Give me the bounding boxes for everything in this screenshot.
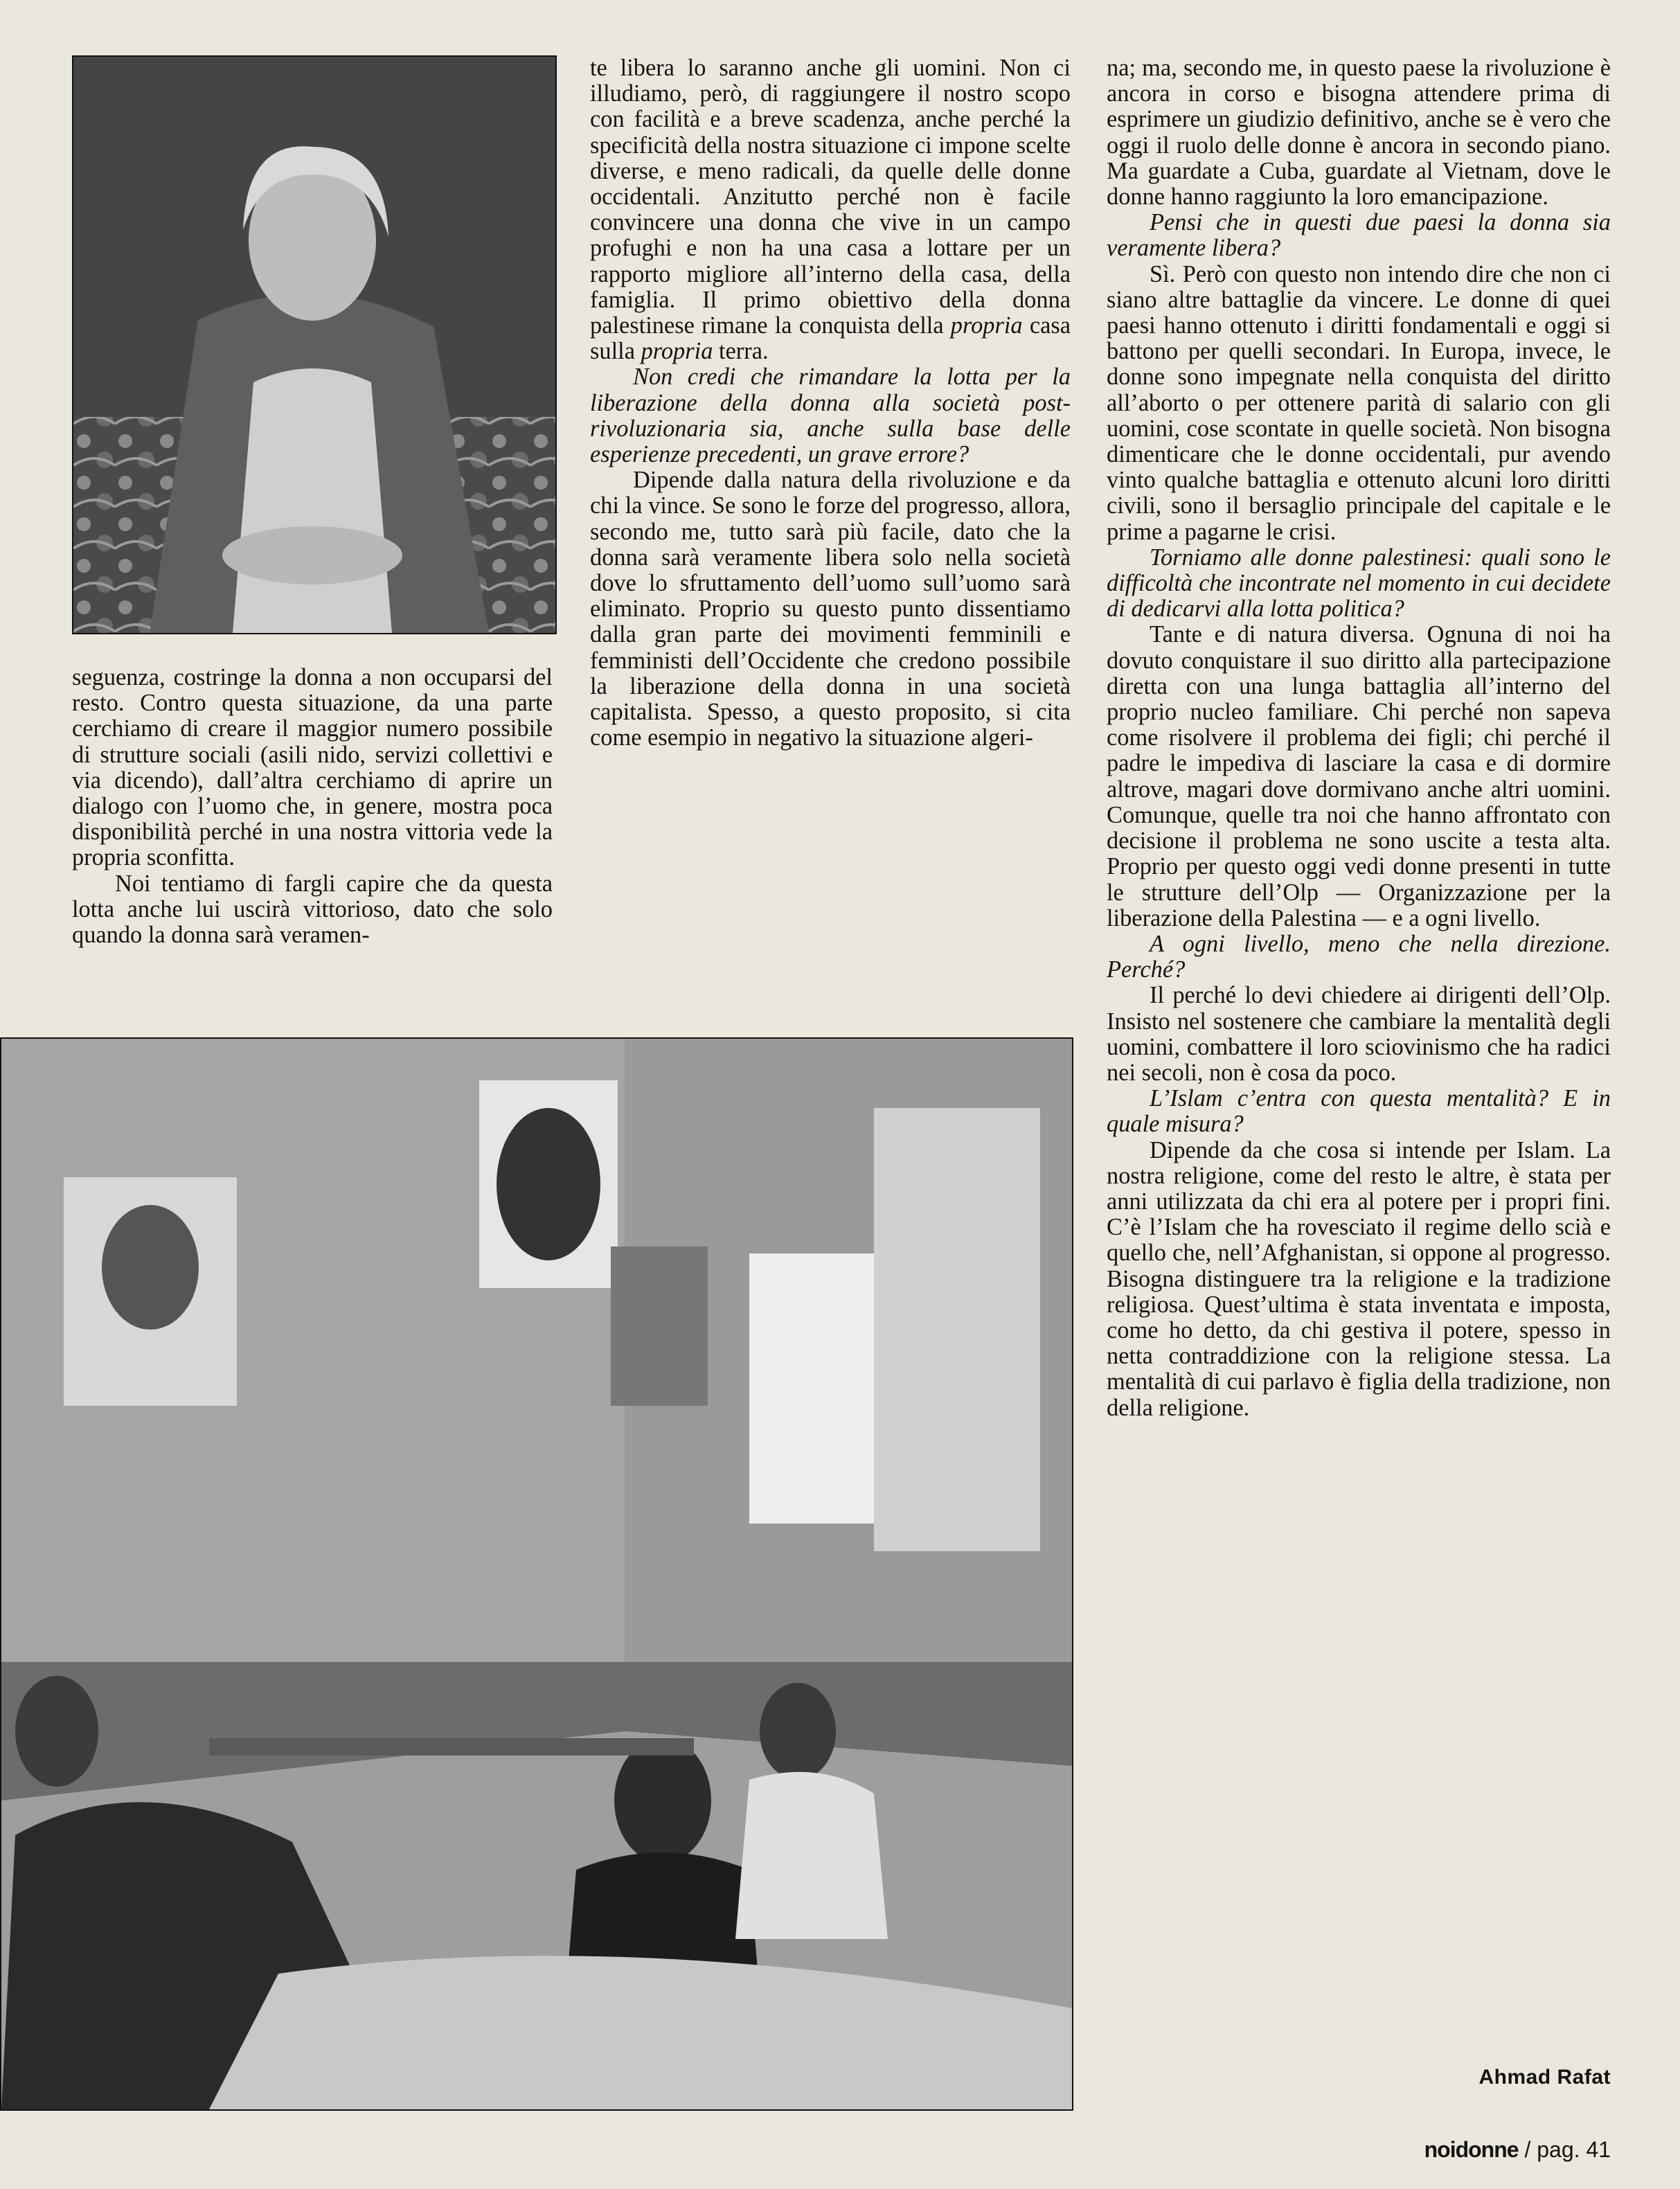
col3-question-3: A ogni livello, meno che nella direzione. Perché? bbox=[1107, 930, 1611, 983]
col2-p1-text-c: terra. bbox=[713, 338, 769, 365]
col3-paragraph-3: Tante e di natura diversa. Ognuna di noi ha dovuto conquistare il suo diritto alla partecipazione diretta con una lunga battaglia all’interno del proprio nucleo familiare. Chi perché non sapeva come risolvere il problema dei figli; chi perché il padre le impediva di lasciare la casa e di dormire altrove, magari dove dormivano anche altri uomini. Comunque, quelle tra noi che hanno affrontato con decisione il problema ne sono uscite a testa alta. Proprio per questo oggi vedi donne presenti in tutte le strutture dell’Olp — Organizzazione per la liberazione della Palestina — e a ogni livello. bbox=[1107, 621, 1611, 931]
col3-paragraph-4: Il perché lo devi chiedere ai dirigenti dell’Olp. Insisto nel sostenere che cambiare la mentalità degli uomini, combattere il loro sciovinismo che ha radici nei secoli, non è cosa da poco. bbox=[1107, 982, 1611, 1086]
col3-paragraph-5: Dipende da che cosa si intende per Islam. La nostra religione, come del resto le altre, è stata per anni utilizzata da chi era al potere per i propri fini. C’è l’Islam che ha rovesciato il regime dello scià e quello che, nell’Afghanistan, si oppone al progresso. Bisogna distinguere tra la religione e la tradizione religiosa. Quest’ultima è stata inventata e imposta, come ho detto, da chi gestiva il potere, spesso in netta contraddizione con la religione stessa. La mentalità di cui parlavo è figlia della tradizione, non della religione. bbox=[1107, 1136, 1611, 1421]
column-1 bbox=[72, 665, 553, 948]
portrait-photo-art bbox=[73, 57, 555, 633]
col2-paragraph-1 bbox=[590, 55, 1071, 364]
room-photo bbox=[0, 1037, 1073, 2111]
room-photo-art bbox=[1, 1039, 1072, 2109]
col1-paragraph-2: Noi tentiamo di fargli capire che da questa lotta anche lui uscirà vittorioso, dato che solo quando la donna sarà veramen- bbox=[72, 870, 553, 949]
col3-paragraph-2: Sì. Però con questo non intendo dire che non ci siano altre battaglie da vincere. Le donne di quei paesi hanno ottenuto i diritti fondamentali e oggi si battono per quelli secondari. In Europa, invece, le donne sono impegnate nella conquista del diritto all’aborto o per ottenere parità di salario con gli uomini, cose scontate in quelle società. Non bisogna dimenticare che le donne occidentali, pur avendo vinto qualche battaglia e ottenuto alcuni loro diritti civili, sono il bersaglio principale del capitale e le prime a pagarne le crisi. bbox=[1107, 260, 1611, 545]
col2-p1-text-a: te libera lo saranno anche gli uomini. Non ci illudiamo, però, di raggiungere il nostro scopo con facilità e a breve scadenza, anche perché la specificità della nostra situazione ci impone scelte diverse, e meno radicali, da quelle delle donne occidentali. Anzitutto perché non è facile convincere una donna che vive in un campo profughi e non ha una casa a lottare per un rapporto migliore all’interno della casa, della famiglia. Il primo obiettivo della donna palestinese rimane la conquista della bbox=[590, 55, 1071, 339]
column-3 bbox=[1107, 55, 1611, 1421]
magazine-brand: noidonne bbox=[1424, 2137, 1519, 2162]
page-number: / pag. 41 bbox=[1518, 2137, 1611, 2162]
page-footer bbox=[1424, 2137, 1611, 2163]
column-2 bbox=[590, 55, 1071, 751]
author-signature: Ahmad Rafat bbox=[1478, 2066, 1611, 2089]
col3-question-2: Torniamo alle donne palestinesi: quali sono le difficoltà che incontrate nel momento in cui decidete di dedicarvi alla lotta politica? bbox=[1107, 544, 1611, 623]
col2-p1-text-b: casa sulla bbox=[590, 312, 1071, 365]
col2-p1-emphasis-1: propria bbox=[950, 312, 1023, 339]
col2-question-1: Non credi che rimandare la lotta per la liberazione della donna alla società post-rivoluzionaria sia, anche sulla base delle esperienze precedenti, un grave errore? bbox=[590, 364, 1071, 468]
col3-question-4: L’Islam c’entra con questa mentalità? E in quale misura? bbox=[1107, 1085, 1611, 1138]
col1-paragraph-1: seguenza, costringe la donna a non occuparsi del resto. Contro questa situazione, da una parte cerchiamo di creare il maggior numero possibile di strutture sociali (asili nido, servizi collettivi e via dicendo), dall’altra cerchiamo di aprire un dialogo con l’uomo che, in genere, mostra poca disponibilità perché in una nostra vittoria vede la propria sconfitta. bbox=[72, 664, 553, 871]
col2-paragraph-2: Dipende dalla natura della rivoluzione e da chi la vince. Se sono le forze del progresso, allora, secondo me, tutto sarà più facile, dato che la donna sarà veramente libera solo nella società dove lo sfruttamento dell’uomo sull’uomo sarà eliminato. Proprio su questo punto dissentiamo dalla gran parte dei movimenti femminili e femministi dell’Occidente che credono possibile la liberazione della donna in una società capitalista. Spesso, a questo proposito, si cita come esempio in negativo la situazione algeri- bbox=[590, 467, 1071, 751]
col3-question-1: Pensi che in questi due paesi la donna sia veramente libera? bbox=[1107, 209, 1611, 262]
col3-paragraph-1: na; ma, secondo me, in questo paese la rivoluzione è ancora in corso e bisogna attendere prima di esprimere un giudizio definitivo, anche se è vero che oggi il ruolo delle donne è ancora in secondo piano. Ma guardate a Cuba, guardate al Vietnam, dove le donne hanno raggiunto la loro emancipazione. bbox=[1107, 55, 1611, 211]
portrait-photo bbox=[72, 55, 557, 634]
col2-p1-emphasis-2: propria bbox=[641, 338, 713, 365]
